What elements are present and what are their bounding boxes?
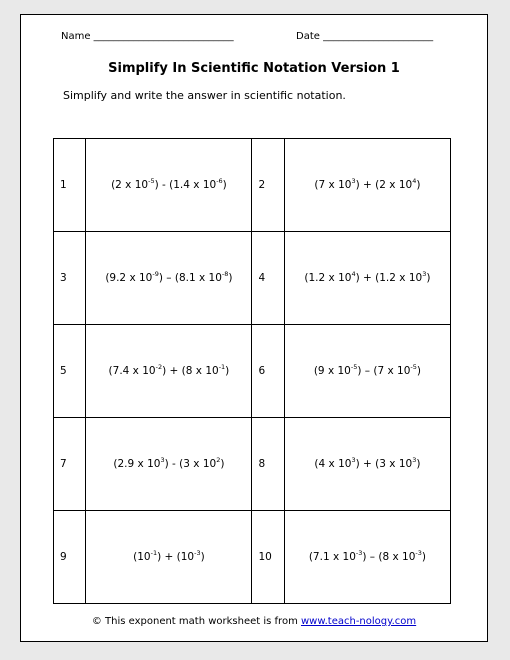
problem-row [54, 232, 451, 325]
problem-expression: (9 x $10^{-5}) - (7$ x $10^{-5}$) [284, 325, 450, 418]
exponent: -8 [221, 270, 229, 278]
problem-expression: $(10^{-1}) + (10^{-3})$ [86, 511, 252, 604]
problems-table [53, 138, 451, 604]
worksheet-page [20, 14, 488, 642]
problem-number: 3 [54, 232, 86, 325]
date-field-label: Date ______________________ [296, 31, 434, 42]
problem-number: 2 [252, 139, 284, 232]
footer-text: © This exponent math worksheet is from [91, 616, 301, 627]
problem-number: 10 [252, 511, 284, 604]
exponent: -3 [355, 549, 363, 557]
exponent: 3 [351, 177, 356, 185]
exponent: 4 [351, 270, 356, 278]
page-title: Simplify In Scientific Notation Version 1 [108, 61, 400, 76]
problem-expression: (9.2 x $10^{-9}) - (8.1$ x $10^{-8}$) [86, 232, 252, 325]
problem-expression: (4 x $10^3) + (3$ x $10^3$) [284, 418, 450, 511]
problem-expression: (2 x $10^{-5}) - (1.4$ x $10^{-6}$) [86, 139, 252, 232]
problem-number: 7 [54, 418, 86, 511]
exponent: -6 [216, 177, 223, 185]
problem-number: 5 [54, 325, 86, 418]
problem-expression: (7.4 x $10^{-2}) + (8$ x $10^{-1}$) [86, 325, 252, 418]
problem-row [54, 139, 451, 232]
problem-expression: (7 x $10^3) + (2$ x $10^4$) [284, 139, 450, 232]
exponent: 3 [351, 456, 356, 464]
instructions: Simplify and write the answer in scientific notation. [63, 89, 346, 102]
exponent: -9 [152, 270, 159, 278]
problem-number: 8 [252, 418, 284, 511]
problem-row [54, 511, 451, 604]
problem-expression: (1.2 x $10^4) + (1.2$ x $10^3$) [284, 232, 450, 325]
problem-row [54, 325, 451, 418]
exponent: 3 [160, 456, 165, 464]
problem-expression: (2.9 x $10^3) - (3$ x $10^2$) [86, 418, 252, 511]
footer-link[interactable]: www.teach-nology.com [300, 616, 417, 627]
problem-row [54, 418, 451, 511]
exponent: 4 [412, 177, 417, 185]
exponent: 3 [422, 270, 427, 278]
exponent: -1 [218, 363, 226, 371]
problem-expression: (7.1 x $10^{-3}) - (8$ x $10^{-3}$) [284, 511, 450, 604]
exponent: -5 [410, 363, 417, 371]
problem-number: 1 [54, 139, 86, 232]
exponent: -5 [148, 177, 155, 185]
exponent: 3 [412, 456, 417, 464]
exponent: 2 [216, 456, 221, 464]
footer [21, 616, 487, 627]
exponent: -3 [194, 549, 201, 557]
name-field-label: Name ____________________________ [61, 31, 234, 42]
problem-number: 6 [252, 325, 284, 418]
exponent: -1 [150, 549, 158, 557]
exponent: -2 [155, 363, 163, 371]
exponent: -5 [350, 363, 358, 371]
exponent: -3 [415, 549, 422, 557]
problem-number: 9 [54, 511, 86, 604]
problem-number: 4 [252, 232, 284, 325]
